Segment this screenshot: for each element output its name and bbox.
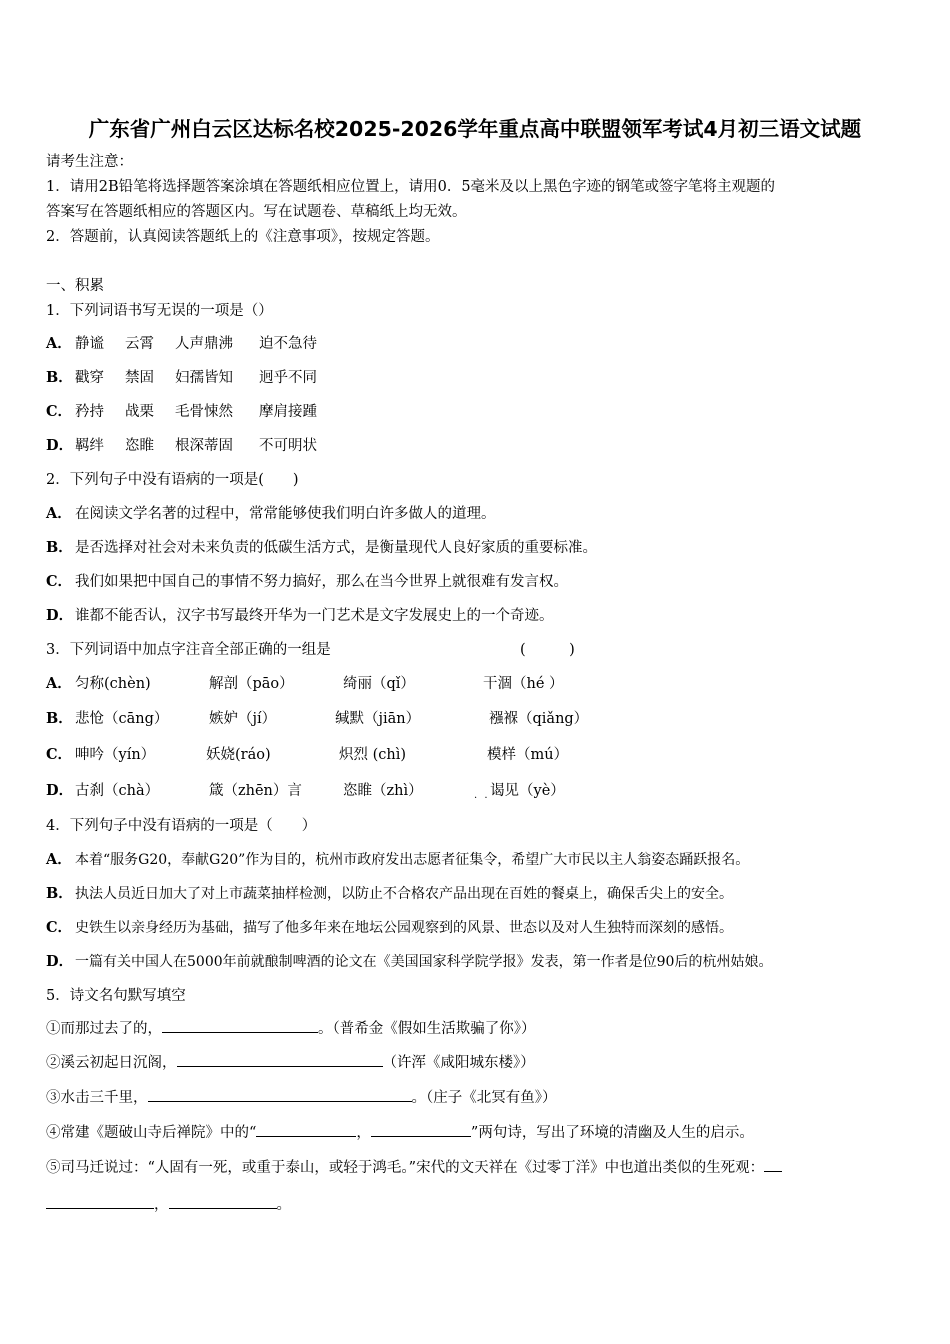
q3-stem: 3．下列词语中加点字注音全部正确的一组是 [46,642,331,658]
option-word: 嫉妒（jí） [209,711,277,727]
option-word: 禁固 [125,370,154,386]
answer-blank[interactable] [169,1194,277,1209]
option-word: 人声鼎沸 [175,336,233,352]
item-suffix: 。（庄子《北冥有鱼》） [411,1090,557,1106]
option-text: 史铁生以亲身经历为基础，描写了他多年来在地坛公园观察到的风景、世态以及对人生独特而深刻的感悟。 [75,920,733,936]
option-word: 解剖（pāo） [209,676,294,692]
option-label: D． [46,437,74,454]
answer-blank[interactable] [46,1194,154,1209]
notice-heading: 请考生注意： [46,154,133,170]
option-label: A． [46,851,72,868]
option-word: 缄默（jiān） [335,711,421,727]
option-word: 战栗 [125,404,154,420]
item-prefix: ②溪云初起日沉阁， [46,1055,177,1071]
section-heading: 一、积累 [46,278,104,294]
option-word: 箴（zhēn）言 [209,783,302,799]
option-text: 在阅读文学名著的过程中，常常能够使我们明白许多做人的道理。 [75,506,496,522]
q5-item-1 [46,1018,536,1039]
answer-blank[interactable] [148,1087,412,1102]
notice-item-1b: 答案写在答题纸相应的答题区内。写在试题卷、草稿纸上均无效。 [46,204,467,220]
option-word: 妖娆(ráo) [206,747,271,763]
item-separator: ， [154,1197,169,1213]
option-text: 本着“服务G20，奉献G20”作为目的，杭州市政府发出志愿者征集令，希望广大市民以主人翁姿态踊跃报名。 [75,852,750,868]
emphasis-dots: . . [474,790,490,801]
option-word: 恣睢 [125,438,154,454]
q5-item-2 [46,1052,535,1073]
option-word: 匀称(chèn) [75,676,151,692]
answer-blank[interactable] [371,1122,471,1137]
option-word: 静谧 [75,336,104,352]
item-suffix: ”两句诗，写出了环境的清幽及人生的启示。 [470,1125,754,1141]
answer-blank[interactable] [256,1122,356,1137]
option-word: 迥乎不同 [259,370,317,386]
notice-item-1a: 1．请用2B铅笔将选择题答案涂填在答题纸相应位置上，请用0．5毫米及以上黑色字迹的钢笔或签字笔将主观题的 [46,179,776,195]
option-label: C． [46,919,73,936]
option-label: D． [46,953,74,970]
option-label: B． [46,539,73,556]
option-word: 矜持 [75,404,104,420]
q5-stem: 5．诗文名句默写填空 [46,988,186,1004]
item-suffix: （许浑《咸阳城东楼》） [382,1055,535,1071]
item-end: 。 [276,1197,291,1213]
option-word: 悲怆（cāng） [75,711,169,727]
option-label: D． [46,607,74,624]
option-word: 谒见（yè） [490,783,565,799]
option-word: 不可明状 [259,438,317,454]
option-word: 云霄 [125,336,154,352]
option-text: 一篇有关中国人在5000年前就酿制啤酒的论文在《美国国家科学院学报》发表，第一作者是位90后的杭州姑娘。 [75,954,773,970]
item-text: ⑤司马迁说过：“人固有一死，或重于泰山，或轻于鸿毛。”宋代的文天祥在《过零丁洋》中也道出类似的生死观： [46,1160,765,1176]
q2-stem: 2．下列句子中没有语病的一项是( ) [46,472,299,488]
option-word: 羁绊 [75,438,104,454]
page-title: 广东省广州白云区达标名校2025-2026学年重点高中联盟领军考试4月初三语文试题 [88,117,862,141]
option-text: 是否选择对社会对未来负责的低碳生活方式，是衡量现代人良好家质的重要标准。 [75,540,597,556]
item-prefix: ④常建《题破山寺后禅院》中的“ [46,1125,257,1141]
option-label: D． [46,782,74,799]
option-word: 襁褓（qiǎng） [489,711,589,727]
option-word: 干涸（hé ） [483,676,564,692]
option-label: A． [46,505,72,522]
q5-item-5-cont [46,1194,291,1215]
option-label: B． [46,885,73,902]
option-text: 谁都不能否认，汉字书写最终开华为一门艺术是文字发展史上的一个奇迹。 [75,608,554,624]
item-separator: ， [356,1125,371,1141]
option-label: B． [46,710,73,727]
item-prefix: ①而那过去了的， [46,1021,162,1037]
option-word: 妇孺皆知 [175,370,233,386]
notice-item-2: 2．答题前，认真阅读答题纸上的《注意事项》，按规定答题。 [46,229,440,245]
q5-item-4 [46,1122,754,1143]
option-word: 古刹（chà） [75,783,160,799]
option-label: C． [46,403,73,420]
option-label: C． [46,573,73,590]
option-label: A． [46,675,72,692]
q5-item-5 [46,1157,782,1178]
option-word: 毛骨悚然 [175,404,233,420]
answer-blank[interactable] [764,1157,782,1172]
option-word: 炽烈 (chì) [339,747,407,763]
item-suffix: 。（普希金《假如生活欺骗了你》） [318,1021,536,1037]
option-word: 迫不急待 [259,336,317,352]
option-word: 恣睢（zhì） [343,783,423,799]
option-label: B． [46,369,73,386]
option-word: 模样（mú） [487,747,569,763]
answer-blank[interactable] [162,1018,318,1033]
answer-blank[interactable] [177,1052,383,1067]
item-prefix: ③水击三千里， [46,1090,148,1106]
option-word: 根深蒂固 [175,438,233,454]
q5-item-3 [46,1087,557,1108]
option-word: 戳穿 [75,370,104,386]
option-label: C． [46,746,73,763]
option-word: 绮丽（qǐ） [343,676,415,692]
q4-stem: 4．下列句子中没有语病的一项是（ ） [46,818,317,834]
q1-stem: 1．下列词语书写无误的一项是（） [46,303,273,319]
option-word: 摩肩接踵 [259,404,317,420]
option-word: 呻吟（yín） [75,747,156,763]
option-label: A． [46,335,72,352]
q3-answer-paren: ( ) [520,642,575,658]
option-text: 执法人员近日加大了对上市蔬菜抽样检测，以防止不合格农产品出现在百姓的餐桌上，确保舌尖上的安全。 [75,886,733,902]
option-text: 我们如果把中国自己的事情不努力搞好，那么在当今世界上就很难有发言权。 [75,574,568,590]
